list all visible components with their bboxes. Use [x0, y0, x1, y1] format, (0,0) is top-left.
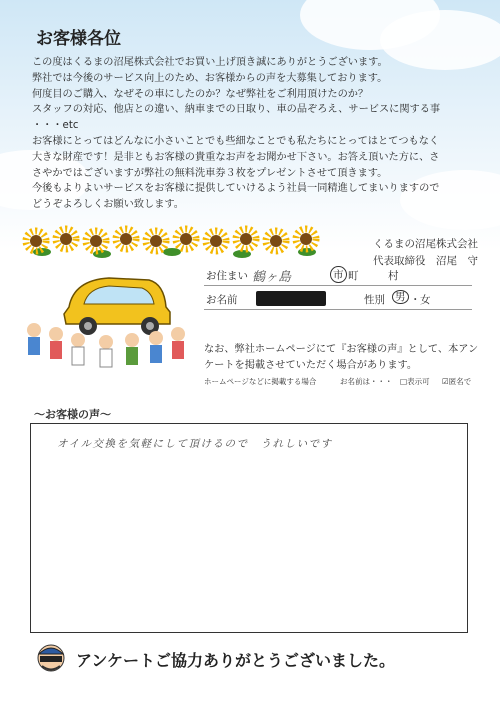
thanks-message: アンケートご協力ありがとうございました。	[76, 651, 396, 670]
publish-options-label: ホームページなどに掲載する場合	[204, 377, 317, 386]
intro-line: この度はくるまの沼尾株式会社でお買い上げ頂き誠にありがとうございます。	[32, 57, 388, 68]
intro-line: 弊社では今後のサービス向上のため、お客様からの声を大募集しております。	[32, 72, 388, 84]
gender-label: 性別	[364, 294, 385, 306]
page-title: お客様各位	[36, 29, 121, 49]
intro-line: お客様にとってはどんなに小さいことでも些細なことでも私たちにとってはとてつもなく	[32, 135, 440, 147]
village-label: 村	[388, 270, 399, 282]
town-label: 町	[348, 270, 359, 282]
address-row	[204, 265, 472, 286]
name-label: お名前	[206, 294, 238, 306]
car-mascot-illustration	[14, 262, 194, 372]
representative: 代表取締役 沼尾 守	[373, 255, 478, 267]
redacted-name	[256, 291, 326, 306]
intro-line: さやかではございますが弊社の無料洗車券３枚をプレゼントさせて頂きます。	[32, 167, 388, 179]
address-value[interactable]: 鶴ヶ島	[252, 270, 292, 285]
sunflower-border	[22, 222, 328, 262]
address-label: お住まい	[206, 270, 248, 282]
voice-heading: 〜お客様の声〜	[34, 408, 111, 421]
intro-line: ・・・etc	[32, 120, 79, 132]
voice-answer-text: オイル交換を気軽にして頂けるので うれしいです	[57, 438, 333, 450]
anonymous-checkbox[interactable]: ☑匿名で	[442, 377, 472, 386]
show-name-checkbox[interactable]: □表示可	[400, 377, 430, 386]
gender-separator: ・	[410, 294, 421, 306]
intro-line: スタッフの対応、他店との違い、納車までの日取り、車の品ぞろえ、サービスに関する事	[32, 104, 441, 116]
company-name: くるまの沼尾株式会社	[373, 238, 478, 250]
intro-text	[32, 55, 472, 213]
name-row	[204, 289, 472, 310]
intro-line: どうぞよろしくお願い致します。	[32, 199, 184, 211]
gender-male-option[interactable]: 男	[392, 290, 409, 304]
gender-female-option[interactable]: 女	[420, 294, 431, 306]
publication-notice: なお、弊社ホームページにて『お客様の声』として、本アンケートを掲載させていただく場合があります。	[204, 344, 479, 371]
publish-name-label: お名前は・・・	[340, 377, 393, 386]
intro-line: 大きな財産です！是非ともお客様の貴重なお声をお聞かせ下さい。お答え頂いた方に、さ	[32, 151, 440, 163]
intro-line: 今後もよりよいサービスをお客様に提供していけるよう社員一同精進してまいりますので	[32, 183, 440, 195]
intro-line: 何度目のご購入、なぜその車にしたのか？なぜ弊社をご利用頂けたのか？	[32, 88, 369, 100]
thief-mascot-icon	[32, 640, 70, 678]
city-label: 市	[330, 266, 347, 283]
voice-answer-box[interactable]	[30, 423, 468, 633]
